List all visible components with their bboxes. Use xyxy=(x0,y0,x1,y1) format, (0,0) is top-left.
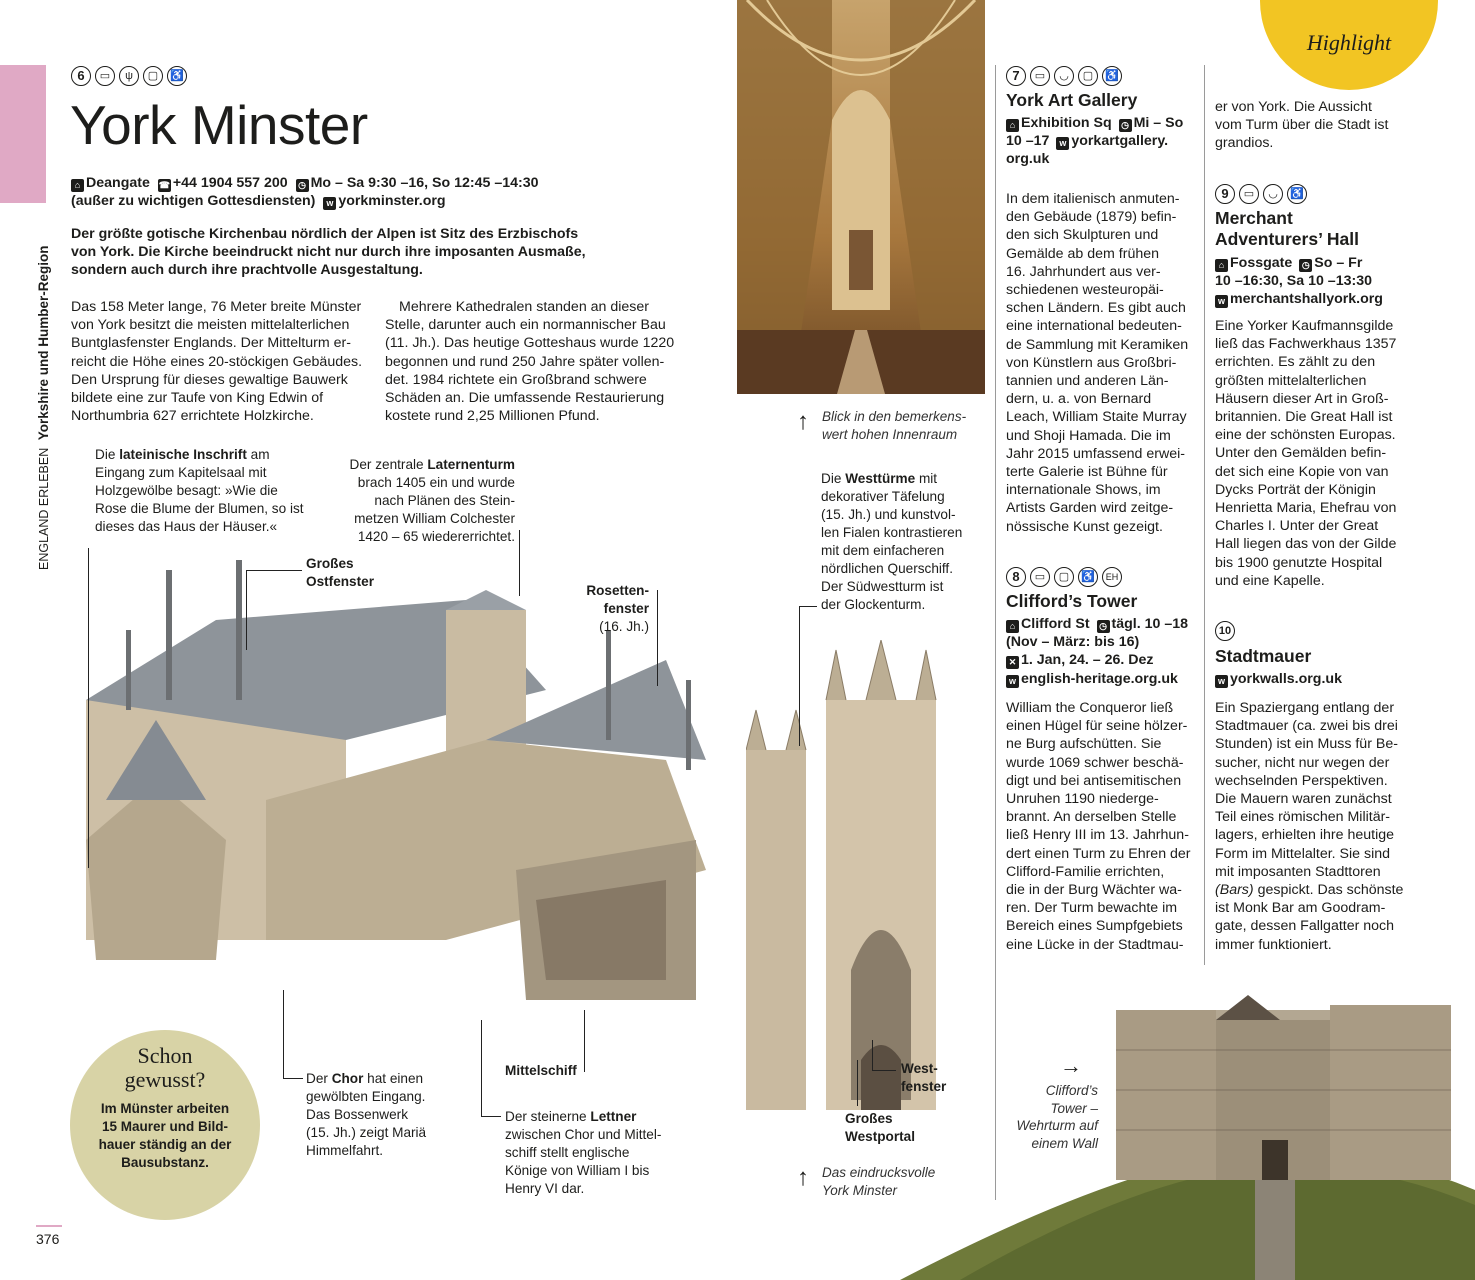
shop-icon: ▢ xyxy=(143,66,163,86)
label-line: Großes xyxy=(845,1111,893,1126)
text-line: tannien und anderen Län- xyxy=(1006,373,1169,390)
label-bold: Laternenturm xyxy=(427,457,515,472)
merchant-text xyxy=(1215,317,1415,590)
ticket-icon: ▭ xyxy=(1030,567,1050,587)
fact-line: Bausubstanz. xyxy=(121,1155,209,1170)
column-divider xyxy=(1204,65,1205,965)
fact-text xyxy=(70,1100,260,1172)
text-line: bis 1900 genutzte Hospital xyxy=(1215,554,1383,571)
sidebar-region: Yorkshire und Humber-Region xyxy=(36,245,51,441)
annotation-lettner xyxy=(505,1108,685,1198)
shop-icon: ▢ xyxy=(1054,567,1074,587)
label-line: zwischen Chor und Mittel- xyxy=(505,1127,662,1142)
cafe-icon: ◡ xyxy=(1054,66,1074,86)
minster-icon-row xyxy=(71,66,187,86)
gallery-info xyxy=(1006,114,1196,169)
text-line: britannien. Die Great Hall ist xyxy=(1215,409,1393,426)
caption-line: einem Wall xyxy=(1031,1135,1098,1151)
annotation-laterne xyxy=(330,456,515,546)
text-line: gate, dessen Fallgatter noch xyxy=(1215,918,1395,935)
leader-line xyxy=(519,530,520,596)
text-line: ren. Der Turm bewachte im xyxy=(1006,900,1178,917)
text-line: internationale Shows, im xyxy=(1006,482,1161,499)
highlight-label: Highlight xyxy=(1306,30,1392,55)
text-line: Das 158 Meter lange, 76 Meter breite Münster xyxy=(71,299,362,315)
number-badge: 9 xyxy=(1215,184,1235,204)
text-line: Mehrere Kathedralen standen an dieser xyxy=(399,299,650,315)
text-line: Charles I. Unter der Great xyxy=(1215,518,1379,535)
text-line: Clifford-Familie errichten, xyxy=(1006,863,1165,880)
fact-title-line: Schon xyxy=(137,1043,193,1068)
stadtmauer-title: Stadtmauer xyxy=(1215,646,1312,666)
label-text: Die xyxy=(95,447,120,462)
label-text: Die xyxy=(821,471,846,486)
leader-line xyxy=(799,606,817,607)
address: Exhibition Sq xyxy=(1021,115,1112,131)
website[interactable]: yorkartgallery. xyxy=(1071,133,1169,150)
minster-column-1 xyxy=(71,298,371,425)
text-line: den sich Skulpturen und xyxy=(1006,227,1159,244)
ticket-icon: ▭ xyxy=(95,66,115,86)
text-line: Leach, William Staite Murray xyxy=(1006,409,1187,426)
wheelchair-icon: ♿ xyxy=(167,66,187,86)
text-line: William the Conqueror ließ xyxy=(1006,700,1174,716)
address: Deangate xyxy=(86,175,150,191)
text-line: Stelle, darunter auch ein normannischer Bau xyxy=(385,317,666,334)
caption-line: Wehrturm auf xyxy=(1016,1118,1098,1133)
text-line: eine der schönsten Europas. xyxy=(1215,427,1396,444)
text-line: eine Lücke in der Stadtmau- xyxy=(1006,936,1184,953)
annotation-chor xyxy=(306,1070,456,1160)
text-line: ne Burg aufschütten. Sie xyxy=(1006,736,1162,753)
text-line: einen Hügel für seine hölzer- xyxy=(1006,718,1188,735)
label-bold: Chor xyxy=(331,1071,364,1086)
hours: 10 –17 xyxy=(1006,133,1050,150)
website[interactable]: yorkminster.org xyxy=(338,193,446,210)
text-line: begonnen und rund 250 Jahre später vollen- xyxy=(385,353,665,370)
text-line: Henrietta Maria, Ehefrau von xyxy=(1215,500,1397,517)
minster-column-2 xyxy=(385,298,685,425)
label-line: (15. Jh.) und kunstvol- xyxy=(821,507,956,522)
text-line: Den Ursprung für dieses gewaltige Bauwerk xyxy=(71,371,348,388)
text-line: dert einen Turm zu Ehren der xyxy=(1006,845,1191,862)
leader-line xyxy=(88,548,89,868)
annotation-ostfenster xyxy=(306,555,374,591)
leader-line xyxy=(857,1060,858,1106)
leader-line xyxy=(657,590,658,686)
leader-line xyxy=(246,570,247,650)
text-line: immer funktioniert. xyxy=(1215,936,1332,953)
website[interactable]: yorkwalls.org.uk xyxy=(1230,671,1342,687)
text-line: Stunden) ist ein Muss für Be- xyxy=(1215,736,1398,753)
text-line: (11. Jh.). Das heutige Gotteshaus wurde 1220 xyxy=(385,335,675,352)
leader-line xyxy=(584,1010,585,1072)
annotation-westtuerme xyxy=(821,470,991,614)
text-line: eine international bedeuten- xyxy=(1006,318,1182,335)
clock-icon: ◷ xyxy=(1097,620,1110,633)
text-line: Artists Garden wird zeitge- xyxy=(1006,500,1174,517)
text-line: Northumbria 627 errichtete Holzkirche. xyxy=(71,408,314,425)
text-line: wurde 1069 schwer beschä- xyxy=(1006,754,1184,771)
annotation-rosetten xyxy=(583,582,649,636)
label-line: dieses das Haus der Häuser.« xyxy=(95,519,278,534)
cafe-icon: ◡ xyxy=(1263,184,1283,204)
text-line: sucher, nicht nur wegen der xyxy=(1215,754,1390,771)
ticket-icon: ▭ xyxy=(1030,66,1050,86)
address-icon: ⌂ xyxy=(71,179,84,192)
label-line: Der Südwestturm ist xyxy=(821,579,944,594)
number-badge: 8 xyxy=(1006,567,1026,587)
label-line: Eingang zum Kapitelsaal mit xyxy=(95,465,267,480)
fact-line: 15 Maurer und Bild- xyxy=(101,1119,228,1134)
clifford-title: Clifford’s Tower xyxy=(1006,591,1138,611)
label-line: Rosetten- xyxy=(586,583,649,598)
website[interactable]: merchantshallyork.org xyxy=(1230,291,1383,308)
text-line: digt und bei antisemitischen xyxy=(1006,772,1182,789)
fact-title-line: gewusst? xyxy=(124,1067,206,1092)
clifford-continued xyxy=(1215,98,1415,153)
wheelchair-icon: ♿ xyxy=(1102,66,1122,86)
text-line: Buntglasfenster Englands. Der Mittelturm er- xyxy=(71,335,351,352)
hours: Mi – So xyxy=(1133,115,1184,131)
label-line: metzen William Colchester xyxy=(354,511,515,526)
hours: Mo – Sa 9:30 –16, So 12:45 –14:30 xyxy=(310,175,539,191)
cathedral-interior-photo xyxy=(737,0,985,394)
text-line: von York besitzt die meisten mittelalterlichen xyxy=(71,317,350,334)
closed-days: 1. Jan, 24. – 26. Dez xyxy=(1021,652,1154,669)
text-line: errichten. Es zählt zu den xyxy=(1215,354,1376,371)
leader-line xyxy=(481,1116,501,1117)
text-line: Häusern dieser Art in Groß- xyxy=(1215,390,1389,407)
text-line: von Künstlern aus Großbri- xyxy=(1006,354,1177,371)
phone: +44 1904 557 200 xyxy=(172,175,288,191)
phone-icon: ☎ xyxy=(158,180,170,190)
text-line: kostete rund 2,25 Millionen Pfund. xyxy=(385,408,600,425)
leader-line xyxy=(872,1040,873,1070)
label-line: (16. Jh.) xyxy=(599,619,649,634)
clifford-caption xyxy=(1000,1082,1098,1152)
text-line: größten mittelalterlichen xyxy=(1215,372,1367,389)
label-line: nördlichen Querschiff. xyxy=(821,561,953,576)
text-italic: (Bars) xyxy=(1215,882,1254,899)
text-line: schen Ländern. Es gibt auch xyxy=(1006,300,1186,317)
text-line: und eine Kapelle. xyxy=(1215,572,1325,589)
web-icon: w xyxy=(1056,137,1069,150)
clock-icon: ◷ xyxy=(1299,259,1312,272)
clifford-text xyxy=(1006,699,1201,954)
address-icon: ⌂ xyxy=(1006,620,1019,633)
fact-circle xyxy=(70,1030,260,1220)
label-text: hat einen xyxy=(363,1071,424,1086)
text-line: Gemälde ab dem frühen xyxy=(1006,245,1160,262)
label-line: der Glockenturm. xyxy=(821,597,926,612)
text-line: Dycks Porträt der Königin xyxy=(1215,481,1376,498)
intro-line: sondern auch durch ihre prachtvolle Ausgestaltung. xyxy=(71,262,423,279)
merchant-info xyxy=(1215,254,1415,309)
closed-icon: ✕ xyxy=(1006,656,1019,669)
text-fragment: gespickt. Das schönste xyxy=(1253,882,1404,899)
hours: (Nov – März: bis 16) xyxy=(1006,634,1140,651)
intro-line: von York. Die Kirche beeindruckt nicht nur durch ihre imposanten Ausmaße, xyxy=(71,244,586,261)
address: Fossgate xyxy=(1230,255,1293,271)
web-icon: w xyxy=(323,197,336,210)
website[interactable]: org.uk xyxy=(1006,151,1050,168)
label-bold: lateinische Inschrift xyxy=(119,447,247,462)
caption-line: Tower – xyxy=(1050,1100,1098,1116)
number-badge: 10 xyxy=(1215,621,1235,641)
label-line: Großes xyxy=(306,556,354,571)
gallery-icon-row xyxy=(1006,66,1122,86)
text-line: Teil eines römischen Militär- xyxy=(1215,809,1391,826)
label-line: Das Bossenwerk xyxy=(306,1107,408,1122)
leader-line xyxy=(246,570,302,571)
text-line: mit imposanten Stadttoren xyxy=(1215,863,1381,880)
label-line: fenster xyxy=(603,601,649,616)
label-line: Könige von William I bis xyxy=(505,1163,650,1178)
sidebar-label xyxy=(36,245,51,570)
page-number-rule xyxy=(36,1225,62,1227)
hours: 10 –16:30, Sa 10 –13:30 xyxy=(1215,273,1372,290)
clifford-caption-arrow: → xyxy=(1060,1053,1082,1078)
interior-caption xyxy=(822,408,966,443)
caption-line: Blick in den bemerkens- xyxy=(822,409,967,424)
gallery-text xyxy=(1006,190,1201,536)
text-line: Stadtmauer (ca. zwei bis drei xyxy=(1215,718,1398,735)
caption-line: York Minster xyxy=(822,1182,898,1198)
label-line: dekorativer Täfelung xyxy=(821,489,945,504)
address-icon: ⌂ xyxy=(1215,259,1228,272)
wheelchair-icon: ♿ xyxy=(1287,184,1307,204)
number-badge: 7 xyxy=(1006,66,1026,86)
text-line: terte Galerie ist Bühne für xyxy=(1006,464,1168,481)
web-icon: w xyxy=(1006,675,1019,688)
label-line: Westportal xyxy=(845,1129,915,1144)
english-heritage-icon: EH xyxy=(1102,567,1122,587)
text-line: reicht die Höhe eines 20-stöckigen Gebäudes. xyxy=(71,353,363,370)
label-line: West- xyxy=(901,1061,938,1076)
minster-intro xyxy=(71,225,591,280)
title-line: Merchant xyxy=(1215,208,1293,228)
text-line: bildete eine zur Taufe von King Edwin of xyxy=(71,390,324,407)
title-line: Adventurers’ Hall xyxy=(1215,229,1359,249)
label-line: schiff stellt englische xyxy=(505,1145,630,1160)
text-line: brannt. An derselben Stelle xyxy=(1006,809,1177,826)
text-line: die in der Burg Wächter wa- xyxy=(1006,882,1182,899)
text-line: det. 1984 richtete ein Großbrand schwere xyxy=(385,371,647,388)
wheelchair-icon: ♿ xyxy=(1078,567,1098,587)
text-line: Unter den Gemälden befin- xyxy=(1215,445,1387,462)
caption-line: Das eindrucksvolle xyxy=(822,1165,936,1180)
cliffords-tower-photo xyxy=(900,990,1475,1280)
text-line: ist Monk Bar am Goodram- xyxy=(1215,900,1386,917)
label-line: Himmelfahrt. xyxy=(306,1143,384,1158)
clock-icon: ◷ xyxy=(1119,119,1132,132)
clock-icon: ◷ xyxy=(296,179,309,192)
label-line: gewölbten Eingang. xyxy=(306,1089,426,1104)
stadtmauer-text xyxy=(1215,699,1415,954)
hours: So – Fr xyxy=(1314,255,1363,271)
annotation-mittelschiff: Mittelschiff xyxy=(505,1063,577,1078)
label-bold: Westtürme xyxy=(845,471,916,486)
leader-line xyxy=(872,1070,896,1071)
text-line: Eine Yorker Kaufmannsgilde xyxy=(1215,318,1394,334)
sidebar-accent-bar xyxy=(0,65,46,203)
text-line: wechselnden Perspektiven. xyxy=(1215,772,1388,789)
hours-note: (außer zu wichtigen Gottesdiensten) xyxy=(71,193,316,210)
intro-line: Der größte gotische Kirchenbau nördlich der Alpen ist Sitz des Erzbischofs xyxy=(71,226,579,242)
text-line: Schäden an. Die umfassende Restaurierung xyxy=(385,390,665,407)
text-line: Die Mauern waren zunächst xyxy=(1215,791,1392,808)
text-line: de Sammlung mit Keramiken xyxy=(1006,336,1189,353)
text-line: ließ das Fachwerkhaus 1357 xyxy=(1215,336,1397,353)
clifford-icon-row xyxy=(1006,567,1122,587)
text-line: dern, u. a. von Bernard xyxy=(1006,391,1152,408)
interior-caption-arrow: ↑ xyxy=(797,408,809,435)
page-number: 376 xyxy=(36,1231,60,1247)
text-line: Bereich eines Sumpfgebiets xyxy=(1006,918,1183,935)
shop-icon: ▢ xyxy=(1078,66,1098,86)
clifford-info xyxy=(1006,615,1201,688)
caption-line: wert hohen Innenraum xyxy=(822,426,958,442)
label-line: Henry VI dar. xyxy=(505,1181,585,1196)
text-line: Ein Spaziergang entlang der xyxy=(1215,700,1395,716)
label-text: Der steinerne xyxy=(505,1109,591,1124)
leader-line xyxy=(283,1078,303,1079)
label-line: fenster xyxy=(901,1079,947,1094)
web-icon: w xyxy=(1215,675,1228,688)
text-line: er von York. Die Aussicht xyxy=(1215,99,1372,115)
page-title: York Minster xyxy=(70,94,368,156)
text-line: Unruhen 1190 niederge- xyxy=(1006,791,1159,808)
minster-info xyxy=(71,174,591,210)
text-line: Form im Mittelalter. Sie sind xyxy=(1215,845,1391,862)
text-line: schiedenen westeuropäi- xyxy=(1006,282,1164,299)
label-line: nach Plänen des Stein- xyxy=(374,493,515,508)
website[interactable]: english-heritage.org.uk xyxy=(1021,670,1178,687)
leader-line xyxy=(799,606,800,746)
merchant-icon-row xyxy=(1215,184,1307,204)
text-line: Hall liegen das von der Gilde xyxy=(1215,536,1397,553)
ticket-icon: ▭ xyxy=(1239,184,1259,204)
stadtmauer-icon-row xyxy=(1215,621,1235,641)
text-line: ließ Henry III im 13. Jahrhun- xyxy=(1006,827,1189,844)
label-text: mit xyxy=(915,471,938,486)
label-text: Der xyxy=(306,1071,332,1086)
fact-line: hauer ständig an der xyxy=(98,1137,232,1152)
stadtmauer-info xyxy=(1215,670,1342,688)
text-line: den Gebäude (1879) befin- xyxy=(1006,209,1177,226)
sidebar-section: ENGLAND ERLEBEN xyxy=(37,447,51,570)
restaurant-icon: ψ xyxy=(119,66,139,86)
address: Clifford St xyxy=(1021,616,1090,632)
text-line: grandios. xyxy=(1215,135,1274,152)
label-bold: Lettner xyxy=(590,1109,637,1124)
text-line: lagers, erhielten ihre heutige xyxy=(1215,827,1395,844)
text-line: nössische Kunst gezeigt. xyxy=(1006,518,1163,535)
text-line: 16. Jahrhundert aus ver- xyxy=(1006,263,1161,280)
label-line: Rose die Blume der Blumen, so ist xyxy=(95,501,304,516)
label-line: Holzgewölbe besagt: »Wie die xyxy=(95,483,278,498)
label-line: Ostfenster xyxy=(306,574,374,589)
merchant-title xyxy=(1215,208,1359,250)
text-line: det sich eine Kopie von van xyxy=(1215,463,1389,480)
text-line: In dem italienisch anmuten- xyxy=(1006,191,1180,207)
hours: tägl. 10 –18 xyxy=(1111,616,1189,632)
label-line: brach 1405 ein und wurde xyxy=(357,475,515,490)
text-line: vom Turm über die Stadt ist xyxy=(1215,117,1389,134)
fact-title xyxy=(70,1044,260,1092)
leader-line xyxy=(481,1020,482,1116)
number-badge: 6 xyxy=(71,66,91,86)
label-line: len Fialen kontrastieren xyxy=(821,525,963,540)
web-icon: w xyxy=(1215,295,1228,308)
label-text: Der zentrale xyxy=(349,457,428,472)
address-icon: ⌂ xyxy=(1006,119,1019,132)
highlight-badge xyxy=(1260,0,1438,90)
label-line: (15. Jh.) zeigt Mariä xyxy=(306,1125,427,1140)
text-line: und Shoji Hamada. Die im xyxy=(1006,427,1171,444)
caption-line: Clifford’s xyxy=(1045,1083,1098,1098)
annotation-inschrift xyxy=(95,446,325,536)
fact-line: Im Münster arbeiten xyxy=(100,1101,230,1116)
label-line: 1420 – 65 wiedererrichtet. xyxy=(357,529,515,544)
label-text: am xyxy=(246,447,270,462)
label-line: mit dem einfacheren xyxy=(821,543,945,558)
gallery-title: York Art Gallery xyxy=(1006,90,1138,110)
text-line: Jahr 2015 umfassend erwei- xyxy=(1006,445,1186,462)
leader-line xyxy=(283,990,284,1078)
minster-caption-arrow: ↑ xyxy=(797,1164,809,1191)
